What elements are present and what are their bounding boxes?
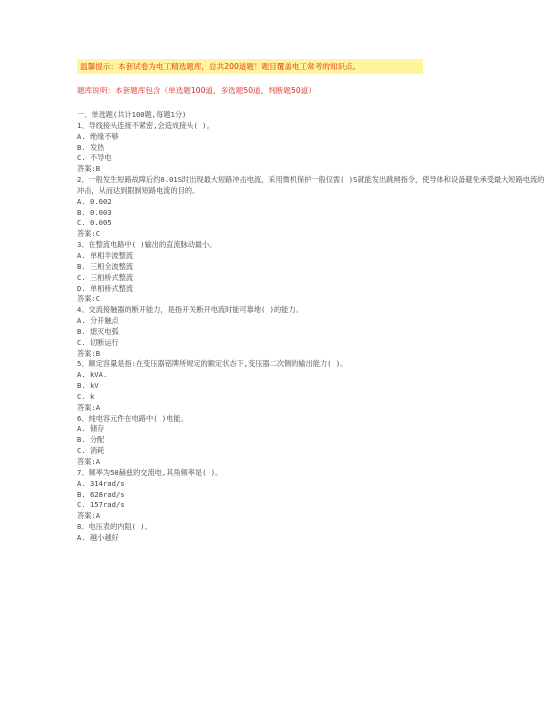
question-stem: 2、一般发生短路故障后约0.01S时出现最大短路冲击电流，采用微机保护一般仅需( )S就能发出跳闸指令，使导体和设备避免承受最大短路电流的	[77, 175, 544, 185]
option: A. 314rad/s	[77, 478, 125, 488]
option: A. kVA.	[77, 370, 108, 380]
answer: 答案:C	[77, 229, 101, 239]
option: B. 分配	[77, 435, 105, 445]
option: B. 628rad/s	[77, 489, 125, 499]
answer: 答案:A	[77, 402, 101, 412]
option: C. 0.005	[77, 218, 112, 228]
option: A. 绝缘不够	[77, 131, 119, 141]
bank-description: 题库说明：本套题库包含（单选题100道，多选题50道，判断题50道）	[77, 86, 316, 95]
option: A. 单相半波整流	[77, 250, 134, 260]
option: C. 切断运行	[77, 337, 119, 347]
question-stem-continued: 冲击，从而达到限制短路电流的目的。	[77, 185, 200, 195]
option: B. 发热	[77, 142, 105, 152]
option: A. 储存	[77, 424, 105, 434]
option: A. 0.002	[77, 196, 112, 206]
warning-banner: 温馨提示：本套试卷为电工精选题库，总共200道题！题目覆盖电工常考的知识点。	[77, 59, 423, 74]
question-stem: 5、额定容量是指:在变压器铭牌所规定的额定状态下,变压器二次侧的输出能力( )。	[77, 359, 348, 369]
option: B. 三相全波整流	[77, 261, 134, 271]
option: C. 三相桥式整流	[77, 272, 134, 282]
answer: 答案:A	[77, 511, 101, 521]
answer: 答案:A	[77, 457, 101, 466]
question-content	[77, 110, 544, 544]
option: C. k	[77, 391, 95, 401]
option: A. 分开触点	[77, 316, 119, 326]
question-stem: 6、纯电容元件在电路中( )电能。	[77, 413, 188, 423]
option: B. 0.003	[77, 207, 112, 217]
section-title: 一、单选题(共计100题,每题1分)	[77, 110, 187, 119]
question-stem: 3、在整流电路中( )输出的直流脉动最小。	[77, 240, 217, 250]
question-stem: 4、交流接触器的断开能力，是指开关断开电流时能可靠地( )的能力。	[77, 305, 303, 315]
answer: 答案:B	[77, 164, 101, 174]
option: C. 消耗	[77, 446, 105, 456]
answer: 答案:C	[77, 294, 101, 304]
question-stem: 1、导线接头连接不紧密,会造成接头( )。	[77, 120, 214, 130]
option: C. 157rad/s	[77, 500, 125, 510]
option: C. 不导电	[77, 153, 112, 163]
option: B. kV	[77, 381, 99, 391]
answer: 答案:B	[77, 348, 101, 358]
question-stem: 7、频率为50赫兹的交流电,其角频率是( )。	[77, 467, 223, 477]
option: D. 单相桥式整流	[77, 283, 134, 293]
option: A. 越小越好	[77, 532, 119, 542]
question-stem: 8、电压表的内阻( )。	[77, 522, 152, 532]
option: B. 熄灭电弧	[77, 326, 119, 336]
